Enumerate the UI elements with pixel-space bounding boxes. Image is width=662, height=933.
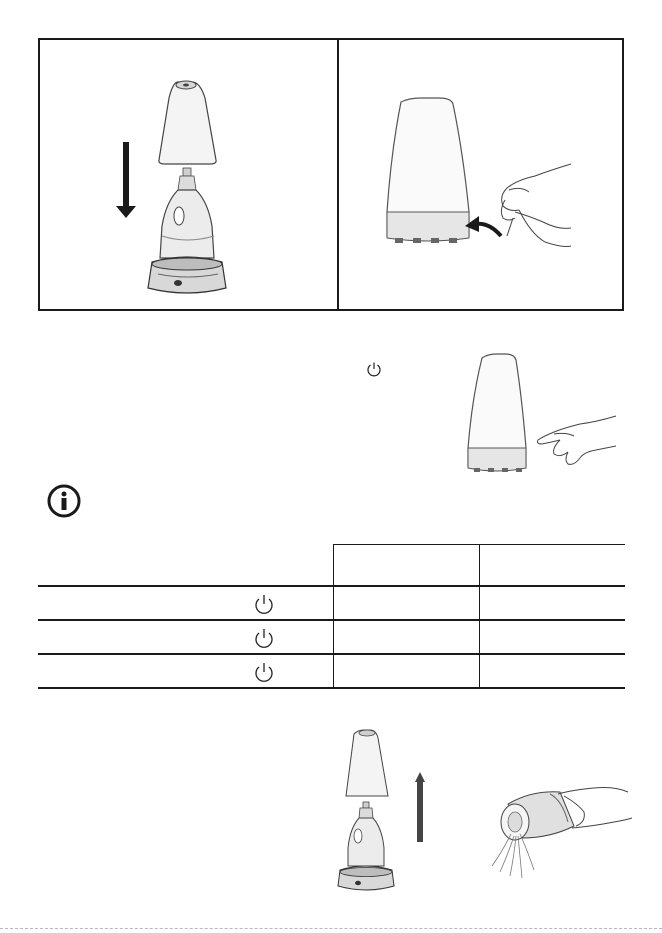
table-cell	[333, 654, 479, 688]
modes-table	[38, 544, 625, 689]
table-cell	[479, 654, 625, 688]
diffuser-assembly-illustration	[40, 40, 337, 309]
arrow-up-icon	[415, 772, 425, 842]
table-row	[38, 654, 625, 688]
table-cell	[479, 586, 625, 620]
table-row	[38, 586, 625, 620]
table-cell	[479, 620, 625, 654]
diffuser-remove-tab-illustration	[339, 40, 622, 309]
table-cell	[38, 654, 333, 688]
table-header-cell	[479, 545, 625, 587]
table-cell	[38, 586, 333, 620]
table-cell	[333, 620, 479, 654]
table-header-row	[38, 545, 625, 587]
power-icon	[253, 627, 275, 649]
emptying-base-illustration	[501, 788, 632, 841]
table-header-cell	[333, 545, 479, 587]
power-icon	[366, 361, 382, 377]
power-icon	[253, 661, 275, 683]
table-row	[38, 620, 625, 654]
curved-arrow-icon	[465, 216, 501, 236]
hand-illustration	[501, 164, 571, 247]
arrow-down-icon	[116, 142, 136, 218]
diffuser-disassembly-illustration	[322, 726, 634, 892]
figure-panel-assembly	[38, 38, 339, 311]
page-bottom-rule	[0, 928, 662, 929]
diffuser-touch-button-illustration	[456, 348, 632, 484]
table-cell	[38, 620, 333, 654]
table-header-cell	[38, 545, 333, 587]
table-cell	[333, 586, 479, 620]
info-icon	[47, 484, 81, 518]
pointing-hand-illustration	[538, 416, 617, 464]
power-icon	[253, 593, 275, 615]
water-stream-illustration	[492, 834, 534, 878]
figure-panel-remove-tab	[337, 38, 624, 311]
